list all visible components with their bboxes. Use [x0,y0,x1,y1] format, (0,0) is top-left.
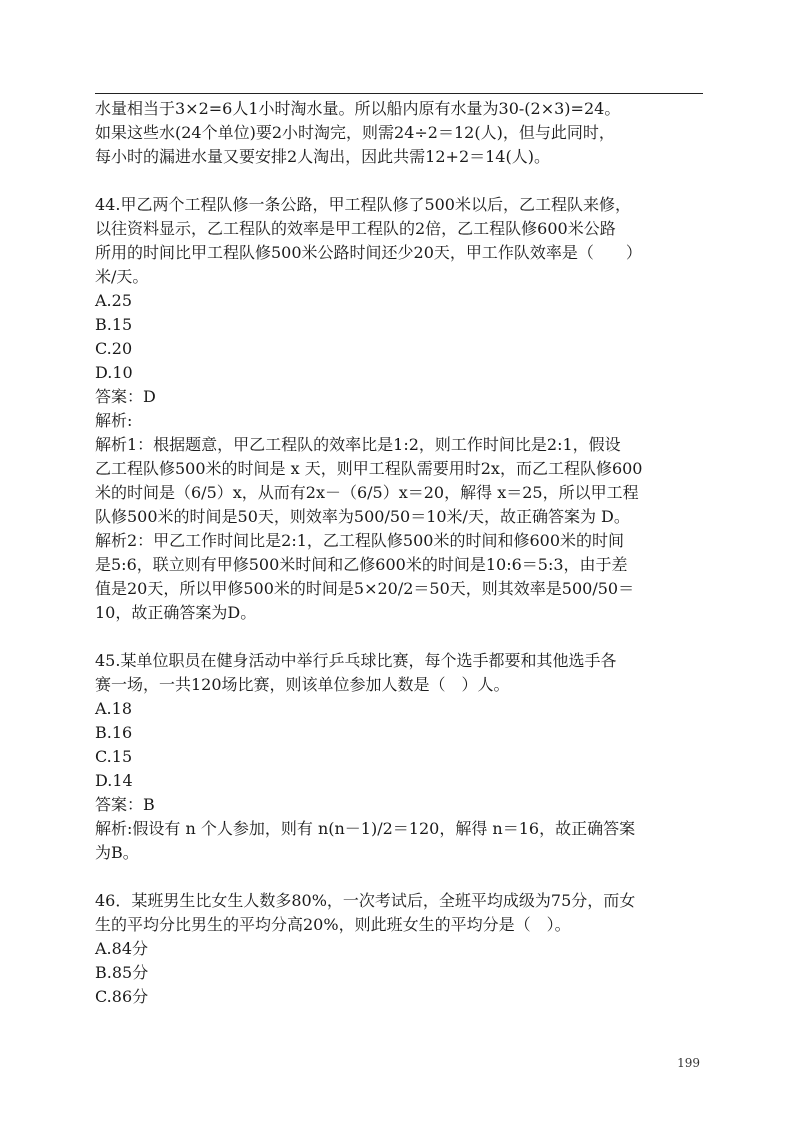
analysis-line: 为B。 [95,843,139,862]
document-page [95,0,705,1123]
analysis-line: 是5:6，联立则有甲修500米时间和乙修600米的时间是10:6＝5:3，由于差 [95,555,628,574]
option-a: A.84分 [95,939,149,958]
analysis-line: 解析1：根据题意，甲乙工程队的效率比是1:2，则工作时间比是2:1，假设 [95,435,621,454]
analysis-line: 解析2：甲乙工作时间比是2:1，乙工程队修500米的时间和修600米的时间 [95,531,625,550]
option-b: B.15 [95,315,133,334]
question-stem-line: 所用的时间比甲工程队修500米公路时间还少20天，甲工作队效率是（ ） [95,243,642,262]
answer-line: 答案：D [95,387,156,406]
paragraph-gap [95,865,703,889]
option-c: C.20 [95,339,133,358]
analysis-line: 10，故正确答案为D。 [95,603,257,622]
option-d: D.10 [95,363,133,382]
analysis-line: 乙工程队修500米的时间是 x 天，则甲工程队需要用时2x，而乙工程队修600 [95,459,643,478]
question-46 [95,889,703,1009]
analysis-line: 米的时间是（6/5）x，从而有2x－（6/5）x＝20，解得 x＝25，所以甲工程 [95,483,639,502]
question-44 [95,193,703,625]
question-stem-line: 44.甲乙两个工程队修一条公路，甲工程队修了500米以后，乙工程队来修， [95,195,631,214]
option-a: A.18 [95,699,132,718]
option-b: B.16 [95,723,133,742]
analysis-label: 解析: [95,411,133,430]
analysis-line: 队修500米的时间是50天，则效率为500/50＝10米/天，故正确答案为 D。 [95,507,630,526]
page-content [95,97,703,1009]
text-line: 水量相当于3×2=6人1小时淘水量。所以船内原有水量为30-(2×3)=24。 [95,99,621,118]
option-c: C.86分 [95,987,149,1006]
analysis-line: 解析:假设有 n 个人参加，则有 n(n－1)/2＝120，解得 n＝16，故正确答案 [95,819,636,838]
text-line: 如果这些水(24个单位)要2小时淘完，则需24÷2＝12(人)，但与此同时， [95,123,615,142]
question-stem-line: 45.某单位职员在健身活动中举行乒乓球比赛，每个选手都要和其他选手各 [95,651,617,670]
option-d: D.14 [95,771,133,790]
paragraph-gap [95,169,703,193]
previous-answer-continuation [95,97,703,169]
question-stem-line: 赛一场，一共120场比赛，则该单位参加人数是（ ）人。 [95,675,510,694]
paragraph-gap [95,625,703,649]
option-b: B.85分 [95,963,149,982]
page-number: 199 [677,1056,700,1070]
option-a: A.25 [95,291,132,310]
answer-line: 答案：B [95,795,155,814]
question-stem-line: 46．某班男生比女生人数多80%，一次考试后，全班平均成级为75分，而女 [95,891,636,910]
header-rule [95,93,703,94]
text-line: 每小时的漏进水量又要安排2人淘出，因此共需12+2＝14(人)。 [95,147,550,166]
question-45 [95,649,703,865]
option-c: C.15 [95,747,133,766]
question-stem-line: 生的平均分比男生的平均分高20%，则此班女生的平均分是（ ）。 [95,915,571,934]
question-stem-line: 米/天。 [95,267,149,286]
analysis-line: 值是20天，所以甲修500米的时间是5×20/2＝50天，则其效率是500/50＝ [95,579,635,598]
question-stem-line: 以往资料显示，乙工程队的效率是甲工程队的2倍，乙工程队修600米公路 [95,219,616,238]
